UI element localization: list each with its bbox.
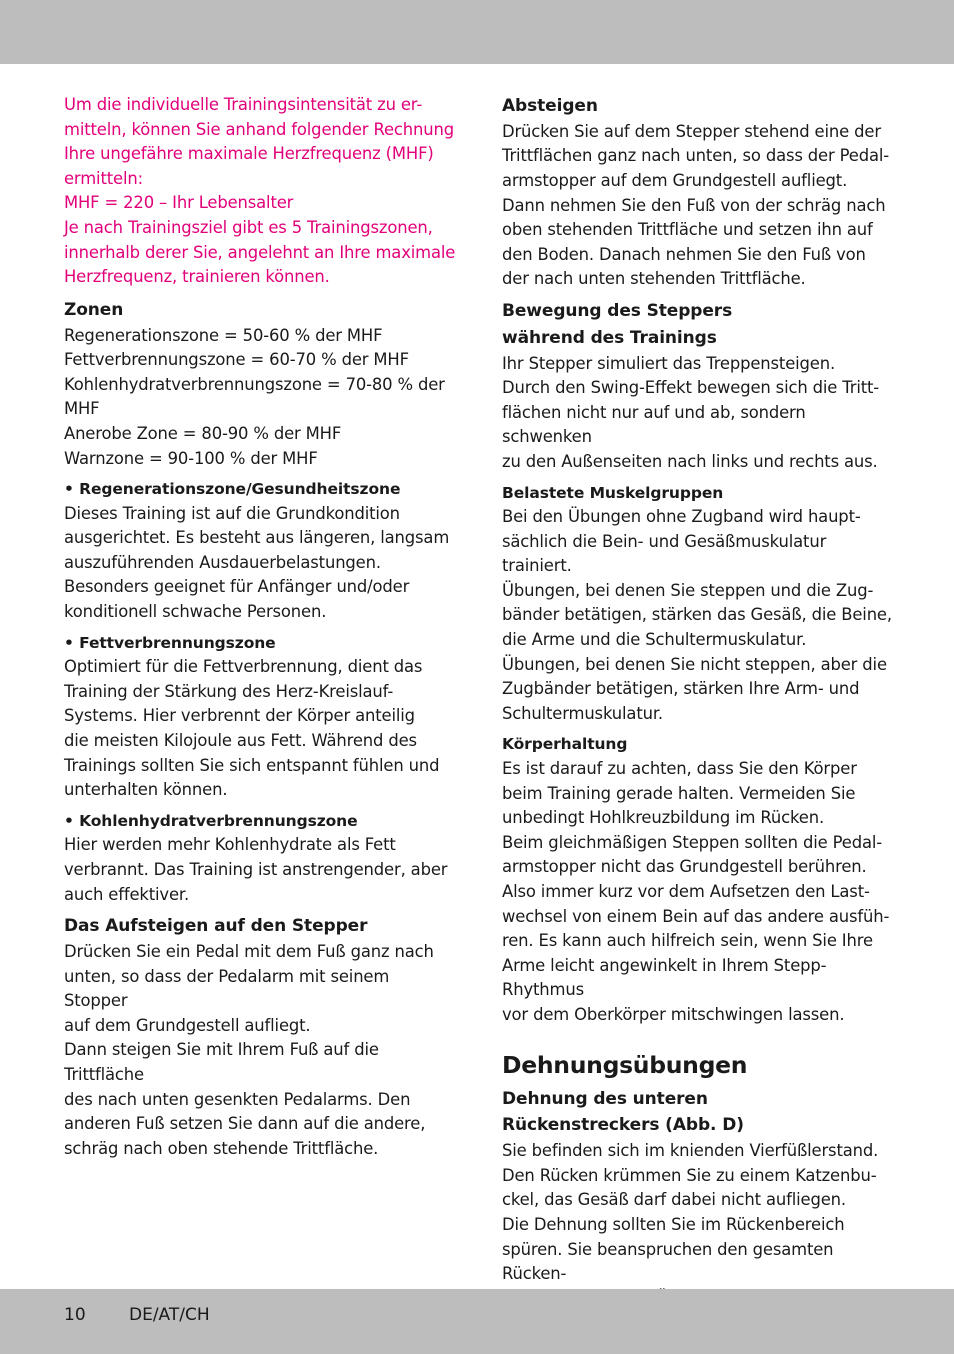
text-line: Bei den Übungen ohne Zugband wird haupt- [502,507,861,527]
text-line: flächen nicht nur auf und ab, sondern schwenken [502,402,806,447]
text-line: Zugbänder betätigen, stärken Ihre Arm- und [502,679,860,699]
text-line: den Boden. Danach nehmen Sie den Fuß von [502,244,866,264]
zonen-list [64,324,456,472]
text-line: schräg nach oben stehende Trittfläche. [64,1138,379,1158]
text-line: Trainings sollten Sie sich entspannt fühlen und [64,755,440,775]
text-line: Regenerationszone = 50-60 % der MHF [64,325,383,345]
intro-paragraph [64,93,456,290]
text-line: unbedingt Hohlkreuzbildung im Rücken. [502,808,825,828]
text-line: oben stehenden Trittfläche und setzen ihn auf [502,220,873,240]
text-line: Drücken Sie ein Pedal mit dem Fuß ganz nach [64,942,434,961]
text-line: auszuführenden Ausdauerbelastungen. [64,552,381,572]
text-line: bänder betätigen, stärken das Gesäß, die Beine, [502,605,892,625]
aufsteigen-heading: Das Aufsteigen auf den Stepper [64,916,368,937]
text-line: spüren. Sie beanspruchen den gesamten Rücken- [502,1239,834,1284]
fettverbrennung-heading: • Fettverbrennungszone [64,633,276,652]
left-column [64,93,456,1161]
text-line: vor dem Oberkörper mitschwingen lassen. [502,1004,845,1024]
text-line: Übungen, bei denen Sie steppen und die Zug- [502,580,874,600]
text-line: der nach unten stehenden Trittfläche. [502,269,806,289]
text-line: Je nach Trainingsziel gibt es 5 Trainingszonen, [64,217,433,237]
text-line: innerhalb derer Sie, angelehnt an Ihre maximale [64,242,456,262]
text-line: Die Dehnung sollten Sie im Rückenbereich [502,1214,845,1234]
text-line: des nach unten gesenkten Pedalarms. Den [64,1089,411,1109]
koerperhaltung-text [502,757,896,1028]
koerperhaltung-heading: Körperhaltung [502,735,628,754]
text-line: verbrannt. Das Training ist anstrengender, aber [64,860,448,880]
text-line: die Arme und die Schultermuskulatur. [502,630,807,650]
text-line: MHF [64,399,100,419]
text-line: zu den Außenseiten nach links und rechts aus. [502,451,878,471]
regeneration-heading: • Regenerationszone/Gesundheitszone [64,480,401,499]
page-region-label: DE/AT/CH [129,1305,210,1325]
heading-line: während des Trainings [502,327,717,348]
text-line: Anerobe Zone = 80-90 % der MHF [64,423,342,443]
text-line: Arme leicht angewinkelt in Ihrem Stepp-Rhythmus [502,955,827,1000]
page-number: 10 [64,1305,86,1325]
zonen-heading: Zonen [64,299,124,320]
text-line: wechsel von einem Bein auf das andere ausfüh- [502,906,890,926]
text-line: auf dem Grundgestell aufliegt. [64,1015,311,1035]
text-line: ren. Es kann auch hilfreich sein, wenn Sie Ihre [502,931,873,951]
bewegung-heading [502,298,896,352]
text-line: die meisten Kilojoule aus Fett. Während des [64,731,417,751]
text-line: Training der Stärkung des Herz-Kreislauf- [64,681,394,701]
text-line: Drücken Sie auf dem Stepper stehend eine der [502,121,881,141]
text-line: Besonders geeignet für Anfänger und/oder [64,577,410,597]
text-line: Hier werden mehr Kohlenhydrate als Fett [64,835,396,855]
text-line: Sie befinden sich im knienden Vierfüßlerstand. [502,1141,879,1161]
mhf-formula: MHF = 220 – Ihr Lebensalter [64,193,294,213]
text-line: armstopper nicht das Grundgestell berühren. [502,857,867,877]
text-line: unterhalten können. [64,780,228,800]
regeneration-text [64,502,456,625]
text-line: auch effektiver. [64,884,190,904]
heading-line: Dehnung des unteren [502,1088,708,1109]
text-line: Durch den Swing-Effekt bewegen sich die Tritt- [502,378,880,398]
dehnung-heading [502,1086,896,1140]
text-line: Warnzone = 90-100 % der MHF [64,448,318,468]
text-line: Also immer kurz vor dem Aufsetzen den Last- [502,882,870,902]
absteigen-text [502,120,896,292]
text-line: Schultermuskulatur. [502,703,663,723]
text-line: mitteln, können Sie anhand folgender Rechnung [64,119,454,139]
text-line: sächlich die Bein- und Gesäßmuskulatur trainiert. [502,531,827,576]
muskelgruppen-text [502,505,896,726]
text-line: Dann steigen Sie mit Ihrem Fuß auf die Trittfläche [64,1040,379,1084]
text-line: Übungen, bei denen Sie nicht steppen, aber die [502,654,887,674]
bewegung-text [502,352,896,475]
text-line: ckel, das Gesäß darf dabei nicht aufliegen. [502,1190,846,1210]
text-line: konditionell schwache Personen. [64,602,327,622]
right-column [502,93,896,1311]
text-line: Ihre ungefähre maximale Herzfrequenz (MHF) [64,144,434,164]
heading-line: Bewegung des Steppers [502,300,733,321]
text-line: Herzfrequenz, trainieren können. [64,267,330,287]
muskelgruppen-heading: Belastete Muskelgruppen [502,483,724,502]
text-line: Um die individuelle Trainingsintensität zu er- [64,95,423,114]
kohlenhydrat-text [64,833,456,907]
text-line: Ihr Stepper simuliert das Treppensteigen. [502,353,836,373]
kohlenhydrat-heading: • Kohlenhydratverbrennungszone [64,811,358,830]
text-line: Systems. Hier verbrennt der Körper anteilig [64,706,415,726]
aufsteigen-text [64,940,456,1161]
text-line: Dann nehmen Sie den Fuß von der schräg nach [502,195,886,215]
text-line: Optimiert für die Fettverbrennung, dient das [64,657,423,677]
text-line: Trittflächen ganz nach unten, so dass der Pedal- [502,146,890,166]
text-line: ausgerichtet. Es besteht aus längeren, langsam [64,528,450,548]
text-line: ermitteln: [64,168,143,188]
fettverbrennung-text [64,655,456,803]
text-line: armstopper auf dem Grundgestell aufliegt. [502,170,848,190]
dehnung-text [502,1139,896,1311]
text-line: Beim gleichmäßigen Steppen sollten die Pedal- [502,832,883,852]
text-line: Den Rücken krümmen Sie zu einem Katzenbu- [502,1165,877,1185]
absteigen-heading: Absteigen [502,96,598,116]
text-line: Es ist darauf zu achten, dass Sie den Körper [502,759,857,779]
text-line: beim Training gerade halten. Vermeiden Sie [502,783,856,803]
text-line: unten, so dass der Pedalarm mit seinem Stopper [64,966,390,1011]
header-bar [0,0,954,64]
text-line: Dieses Training ist auf die Grundkondition [64,503,400,523]
dehnungsuebungen-title: Dehnungsübungen [502,1050,748,1079]
heading-line: Rückenstreckers (Abb. D) [502,1115,744,1136]
text-line: Fettverbrennungszone = 60-70 % der MHF [64,350,409,370]
text-line: Kohlenhydratverbrennungszone = 70-80 % der [64,374,445,394]
text-line: anderen Fuß setzen Sie dann auf die andere, [64,1114,426,1134]
